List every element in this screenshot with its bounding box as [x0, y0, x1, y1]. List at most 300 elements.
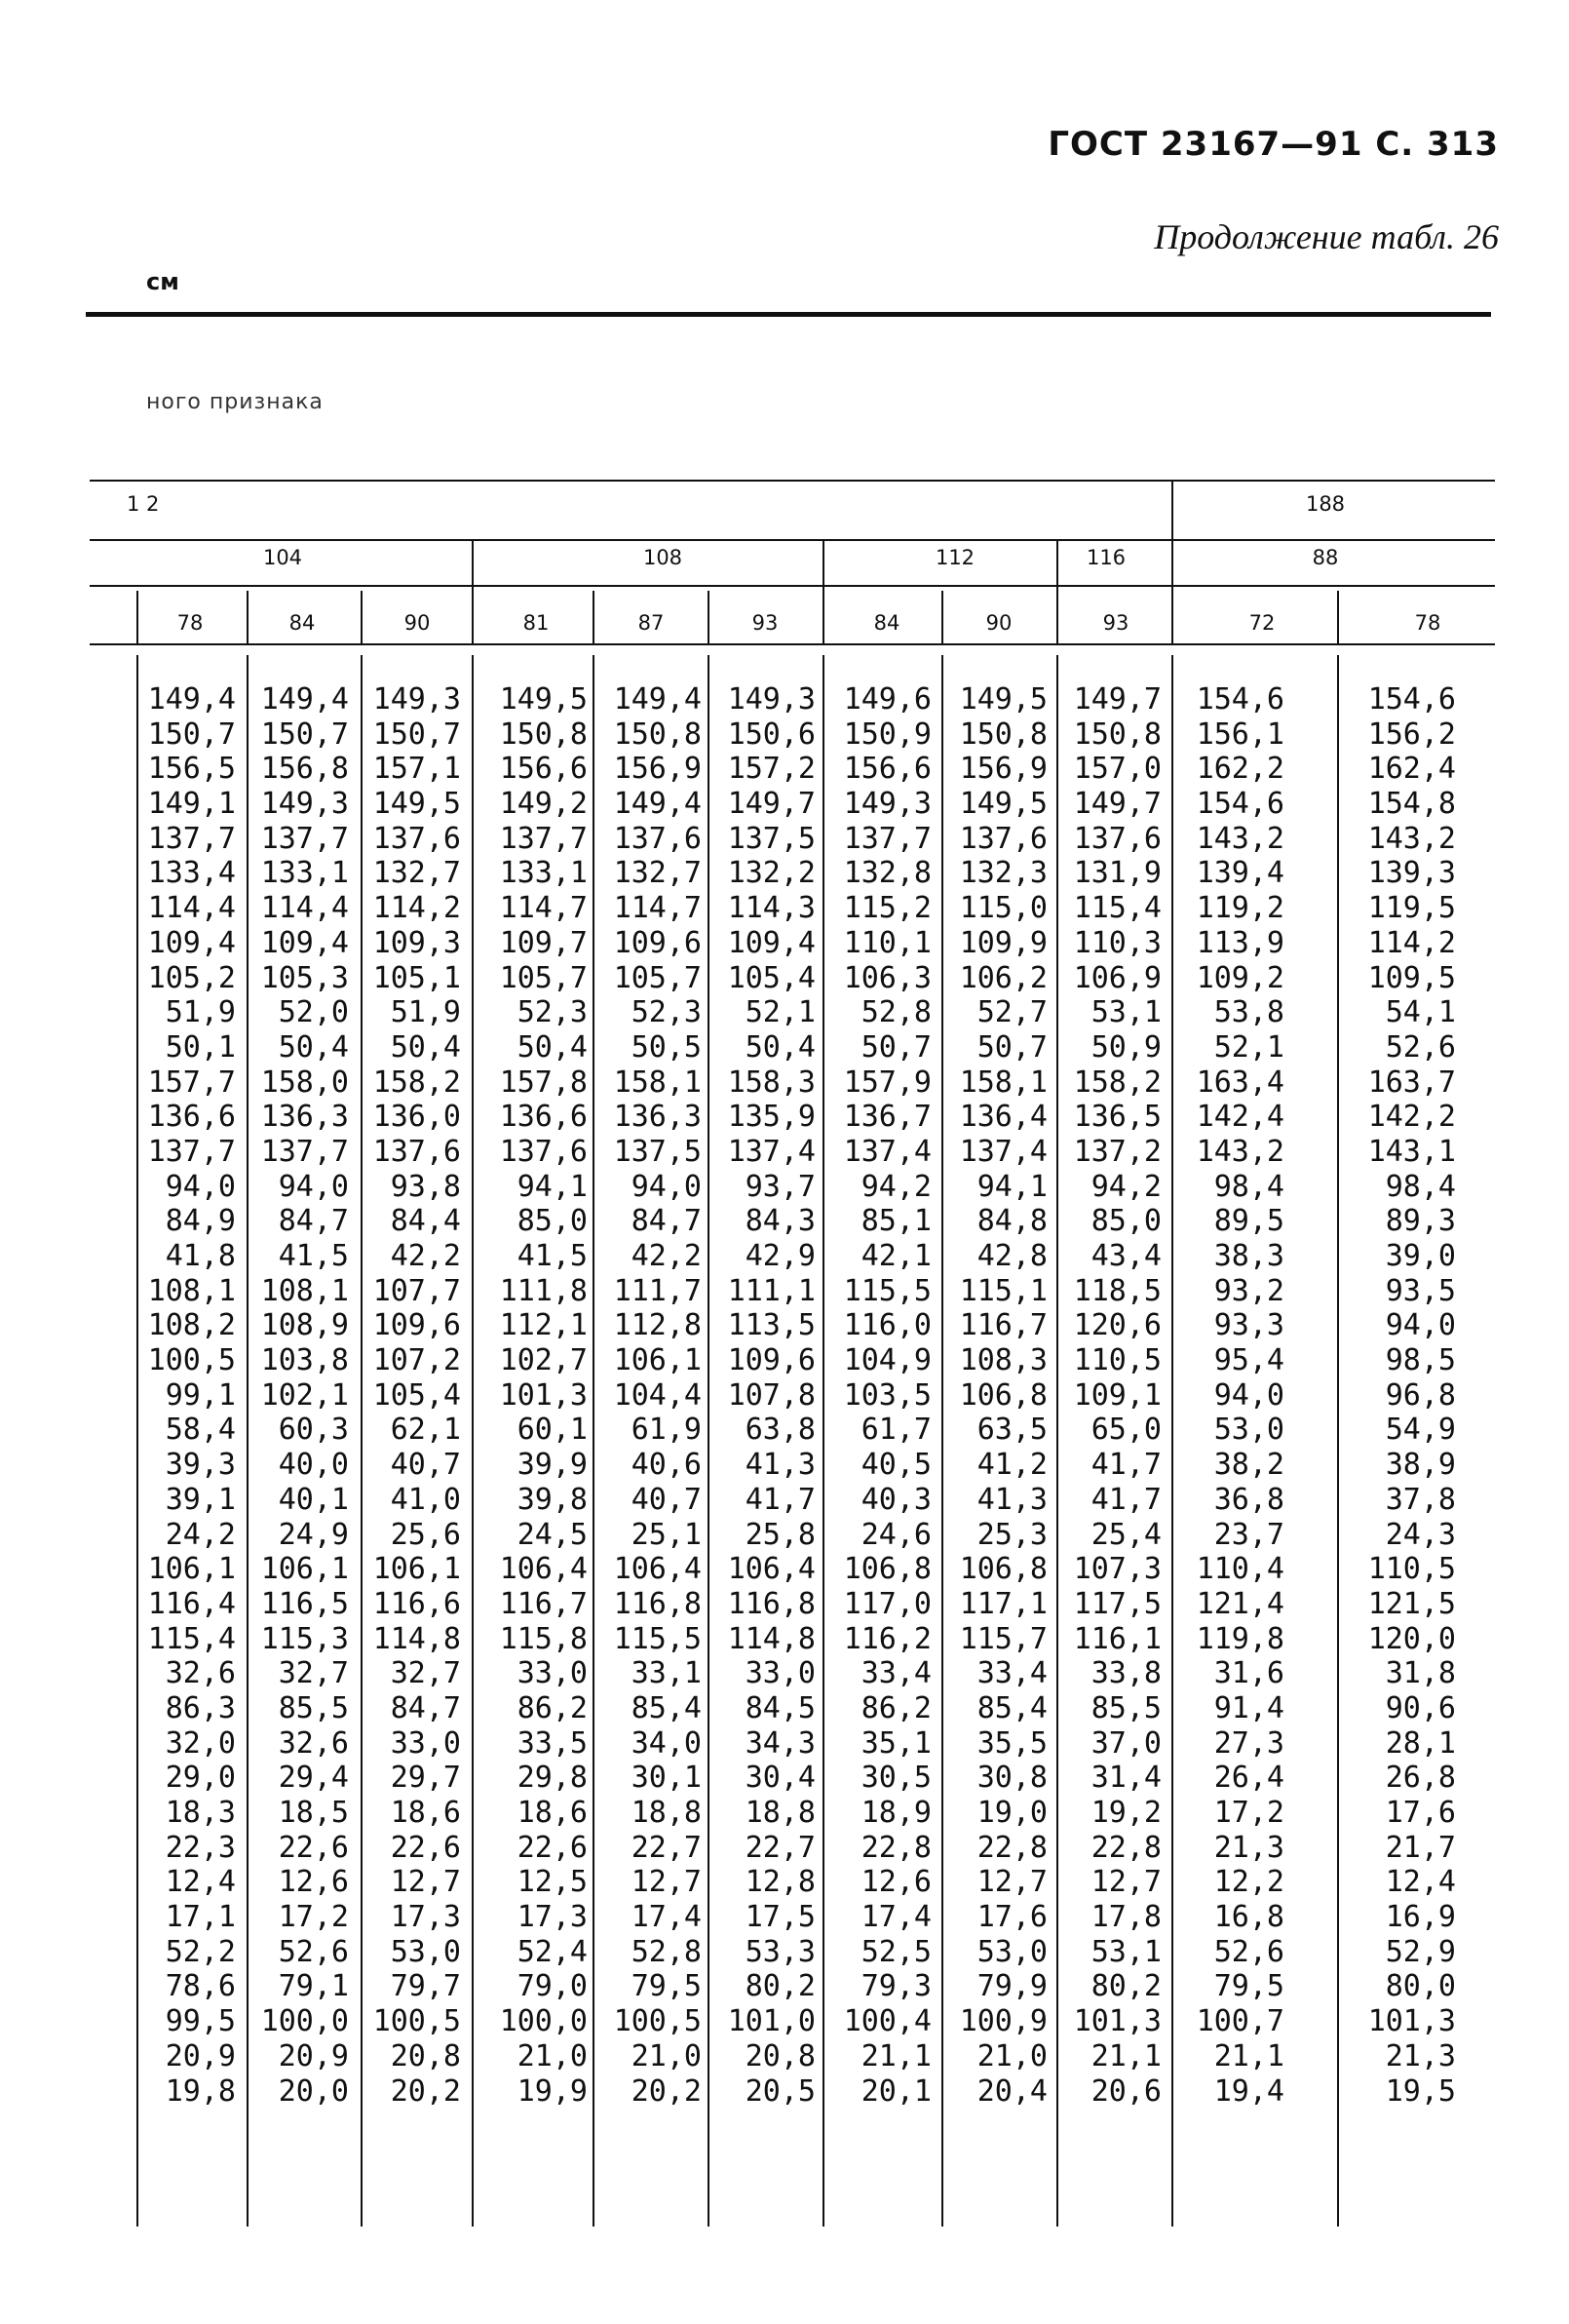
- table-cell: 17,4: [631, 1900, 702, 1935]
- table-cell: 132,7: [372, 856, 461, 891]
- table-cell: 136,6: [499, 1100, 588, 1135]
- table-cell: 117,0: [843, 1586, 932, 1621]
- table-cell: 156,8: [260, 752, 349, 787]
- table-cell: 32,7: [278, 1656, 349, 1691]
- table-cell: 52,1: [745, 995, 816, 1030]
- table-cell: 20,0: [278, 2073, 349, 2109]
- header-divider-col: [136, 591, 138, 643]
- table-cell: 41,7: [1091, 1482, 1162, 1517]
- table-cell: 22,7: [745, 1830, 816, 1865]
- table-cell: 137,6: [372, 1134, 461, 1169]
- table-cell: 84,5: [745, 1690, 816, 1725]
- table-cell: 30,4: [745, 1761, 816, 1796]
- table-cell: 33,1: [631, 1656, 702, 1691]
- table-cell: 104,9: [843, 1343, 932, 1378]
- header-divider-188: [1171, 480, 1173, 643]
- table-cell: 115,4: [1073, 891, 1162, 926]
- table-cell: 33,0: [390, 1725, 461, 1761]
- table-cell: 53,0: [390, 1934, 461, 1969]
- table-cell: 150,8: [1073, 717, 1162, 752]
- table-cell: 105,7: [613, 960, 702, 995]
- table-cell: 60,1: [517, 1413, 588, 1448]
- table-cell: 84,9: [165, 1204, 236, 1239]
- unit-label: см: [146, 268, 179, 295]
- table-cell: 41,7: [745, 1482, 816, 1517]
- table-cell: 52,9: [1385, 1934, 1456, 1969]
- table-cell: 139,3: [1367, 856, 1456, 891]
- table-cell: 33,5: [517, 1725, 588, 1761]
- column-header: 78: [1414, 611, 1441, 635]
- data-column: [940, 682, 1048, 2109]
- table-cell: 133,1: [499, 856, 588, 891]
- table-cell: 136,4: [959, 1100, 1048, 1135]
- table-cell: 79,1: [278, 1969, 349, 2004]
- table-cell: 22,7: [631, 1830, 702, 1865]
- table-cell: 51,9: [165, 995, 236, 1030]
- table-cell: 18,8: [745, 1796, 816, 1830]
- table-cell: 119,2: [1196, 891, 1284, 926]
- column-header: 78: [176, 611, 204, 635]
- header-divider-col: [593, 591, 594, 643]
- table-cell: 25,8: [745, 1517, 816, 1552]
- table-cell: 38,9: [1385, 1448, 1456, 1483]
- table-cell: 39,9: [517, 1448, 588, 1483]
- table-cell: 106,8: [959, 1552, 1048, 1587]
- table-cell: 156,9: [613, 752, 702, 787]
- table-cell: 61,9: [631, 1413, 702, 1448]
- table-cell: 30,5: [861, 1761, 932, 1796]
- table-cell: 136,7: [843, 1100, 932, 1135]
- data-column: [480, 682, 588, 2109]
- table-cell: 101,3: [1367, 2004, 1456, 2039]
- table-cell: 115,5: [613, 1621, 702, 1656]
- table-cell: 110,3: [1073, 925, 1162, 960]
- table-cell: 84,3: [745, 1204, 816, 1239]
- table-cell: 105,3: [260, 960, 349, 995]
- table-header-top-rule: [90, 480, 1495, 482]
- table-cell: 114,2: [1367, 925, 1456, 960]
- table-cell: 40,7: [631, 1482, 702, 1517]
- table-cell: 110,1: [843, 925, 932, 960]
- column-header: 84: [873, 611, 900, 635]
- table-cell: 21,3: [1213, 1830, 1284, 1865]
- header-divider-108-112: [823, 539, 824, 643]
- table-cell: 136,6: [147, 1100, 236, 1135]
- table-cell: 137,4: [959, 1134, 1048, 1169]
- table-cell: 158,2: [1073, 1065, 1162, 1100]
- table-cell: 50,9: [1091, 1029, 1162, 1065]
- table-cell: 102,1: [260, 1377, 349, 1413]
- body-divider: [1171, 655, 1173, 2227]
- table-cell: 41,5: [517, 1239, 588, 1273]
- table-cell: 22,8: [1091, 1830, 1162, 1865]
- table-cell: 19,0: [976, 1796, 1048, 1830]
- header-divider-col: [1337, 591, 1339, 643]
- table-cell: 42,2: [631, 1239, 702, 1273]
- table-cell: 149,4: [613, 682, 702, 717]
- table-cell: 21,0: [631, 2038, 702, 2073]
- table-cell: 154,6: [1367, 682, 1456, 717]
- table-cell: 143,2: [1367, 821, 1456, 856]
- table-cell: 109,6: [727, 1343, 816, 1378]
- table-cell: 21,1: [1091, 2038, 1162, 2073]
- table-cell: 22,6: [390, 1830, 461, 1865]
- table-cell: 115,0: [959, 891, 1048, 926]
- column-header: 90: [403, 611, 431, 635]
- table-cell: 106,9: [1073, 960, 1162, 995]
- table-cell: 21,0: [517, 2038, 588, 2073]
- table-cell: 52,6: [1385, 1029, 1456, 1065]
- table-cell: 132,3: [959, 856, 1048, 891]
- page-header-title: ГОСТ 23167—91 С. 313: [1048, 125, 1499, 164]
- table-cell: 131,9: [1073, 856, 1162, 891]
- table-cell: 24,6: [861, 1517, 932, 1552]
- table-cell: 25,3: [976, 1517, 1048, 1552]
- table-cell: 53,3: [745, 1934, 816, 1969]
- table-cell: 143,1: [1367, 1134, 1456, 1169]
- table-cell: 105,4: [372, 1377, 461, 1413]
- table-cell: 12,5: [517, 1865, 588, 1900]
- table-cell: 116,2: [843, 1621, 932, 1656]
- table-cell: 53,0: [1213, 1413, 1284, 1448]
- table-cell: 12,6: [861, 1865, 932, 1900]
- body-divider: [472, 655, 474, 2227]
- body-divider: [1337, 655, 1339, 2227]
- header-divider-col: [708, 591, 709, 643]
- table-cell: 32,6: [165, 1656, 236, 1691]
- table-cell: 111,1: [727, 1273, 816, 1308]
- table-cell: 79,3: [861, 1969, 932, 2004]
- table-cell: 149,5: [959, 787, 1048, 822]
- table-cell: 143,2: [1196, 1134, 1284, 1169]
- data-column: [242, 682, 349, 2109]
- table-cell: 43,4: [1091, 1239, 1162, 1273]
- table-cell: 20,9: [278, 2038, 349, 2073]
- subgroup-label: 104: [262, 546, 303, 569]
- table-cell: 42,9: [745, 1239, 816, 1273]
- table-cell: 19,2: [1091, 1796, 1162, 1830]
- table-cell: 20,4: [976, 2073, 1048, 2109]
- table-cell: 100,0: [499, 2004, 588, 2039]
- table-cell: 20,2: [390, 2073, 461, 2109]
- subgroup-label: 88: [1312, 546, 1339, 569]
- table-cell: 108,9: [260, 1308, 349, 1343]
- table-cell: 133,1: [260, 856, 349, 891]
- table-cell: 114,8: [727, 1621, 816, 1656]
- table-cell: 80,2: [745, 1969, 816, 2004]
- table-cell: 86,2: [861, 1690, 932, 1725]
- table-cell: 142,4: [1196, 1100, 1284, 1135]
- table-cell: 137,5: [613, 1134, 702, 1169]
- table-cell: 16,9: [1385, 1900, 1456, 1935]
- table-cell: 51,9: [390, 995, 461, 1030]
- table-cell: 139,4: [1196, 856, 1284, 891]
- table-cell: 38,3: [1213, 1239, 1284, 1273]
- table-cell: 114,8: [372, 1621, 461, 1656]
- table-cell: 136,3: [260, 1100, 349, 1135]
- table-cell: 50,1: [165, 1029, 236, 1065]
- table-cell: 21,1: [1213, 2038, 1284, 2073]
- table-cell: 106,1: [613, 1343, 702, 1378]
- table-cell: 24,2: [165, 1517, 236, 1552]
- table-cell: 54,1: [1385, 995, 1456, 1030]
- table-cell: 40,6: [631, 1448, 702, 1483]
- table-cell: 93,2: [1213, 1273, 1284, 1308]
- table-cell: 33,0: [517, 1656, 588, 1691]
- table-cell: 119,5: [1367, 891, 1456, 926]
- table-cell: 149,3: [843, 787, 932, 822]
- table-cell: 24,5: [517, 1517, 588, 1552]
- subgroup-label: 108: [642, 546, 683, 569]
- table-cell: 32,6: [278, 1725, 349, 1761]
- table-cell: 106,4: [727, 1552, 816, 1587]
- table-cell: 98,5: [1385, 1343, 1456, 1378]
- table-cell: 50,4: [745, 1029, 816, 1065]
- table-cell: 119,8: [1196, 1621, 1284, 1656]
- table-cell: 20,8: [390, 2038, 461, 2073]
- table-cell: 33,0: [745, 1656, 816, 1691]
- table-cell: 158,1: [959, 1065, 1048, 1100]
- table-cell: 79,5: [1213, 1969, 1284, 2004]
- table-cell: 115,7: [959, 1621, 1048, 1656]
- table-cell: 17,6: [1385, 1796, 1456, 1830]
- table-cell: 17,6: [976, 1900, 1048, 1935]
- table-cell: 84,7: [631, 1204, 702, 1239]
- table-cell: 99,1: [165, 1377, 236, 1413]
- table-cell: 52,8: [631, 1934, 702, 1969]
- table-cell: 12,2: [1213, 1865, 1284, 1900]
- table-cell: 103,8: [260, 1343, 349, 1378]
- table-cell: 84,8: [976, 1204, 1048, 1239]
- table-cell: 115,3: [260, 1621, 349, 1656]
- table-cell: 109,9: [959, 925, 1048, 960]
- table-cell: 41,7: [1091, 1448, 1162, 1483]
- table-cell: 12,8: [745, 1865, 816, 1900]
- table-cell: 29,0: [165, 1761, 236, 1796]
- column-header: 81: [522, 611, 550, 635]
- table-header-mid-rule-left: [90, 539, 1171, 541]
- table-cell: 78,6: [165, 1969, 236, 2004]
- column-header: 72: [1248, 611, 1276, 635]
- table-cell: 106,8: [959, 1377, 1048, 1413]
- table-cell: 20,8: [745, 2038, 816, 2073]
- table-cell: 156,6: [499, 752, 588, 787]
- table-cell: 121,4: [1196, 1586, 1284, 1621]
- table-cell: 108,1: [260, 1273, 349, 1308]
- table-cell: 42,1: [861, 1239, 932, 1273]
- table-cell: 26,8: [1385, 1761, 1456, 1796]
- table-cell: 20,6: [1091, 2073, 1162, 2109]
- table-cell: 53,1: [1091, 995, 1162, 1030]
- table-cell: 80,2: [1091, 1969, 1162, 2004]
- table-cell: 116,1: [1073, 1621, 1162, 1656]
- table-cell: 95,4: [1213, 1343, 1284, 1378]
- data-column: [1177, 682, 1284, 2109]
- column-header: 93: [751, 611, 779, 635]
- table-cell: 115,1: [959, 1273, 1048, 1308]
- table-cell: 150,8: [613, 717, 702, 752]
- table-cell: 42,8: [976, 1239, 1048, 1273]
- table-cell: 114,7: [613, 891, 702, 926]
- group-header-left: 1 2: [127, 492, 160, 516]
- table-cell: 94,2: [861, 1169, 932, 1204]
- table-continuation-label: Продолжение табл. 26: [1154, 217, 1499, 256]
- table-cell: 112,8: [613, 1308, 702, 1343]
- table-cell: 94,2: [1091, 1169, 1162, 1204]
- table-cell: 149,2: [499, 787, 588, 822]
- table-cell: 137,6: [372, 821, 461, 856]
- table-cell: 137,6: [499, 1134, 588, 1169]
- table-cell: 17,3: [517, 1900, 588, 1935]
- table-cell: 25,4: [1091, 1517, 1162, 1552]
- table-cell: 52,5: [861, 1934, 932, 1969]
- table-cell: 101,0: [727, 2004, 816, 2039]
- table-cell: 30,8: [976, 1761, 1048, 1796]
- table-cell: 30,1: [631, 1761, 702, 1796]
- table-cell: 53,1: [1091, 1934, 1162, 1969]
- table-cell: 149,5: [372, 787, 461, 822]
- table-cell: 100,4: [843, 2004, 932, 2039]
- table-cell: 41,3: [745, 1448, 816, 1483]
- table-header-bottom-rule: [90, 643, 1495, 645]
- table-cell: 25,6: [390, 1517, 461, 1552]
- column-header: 90: [985, 611, 1013, 635]
- table-cell: 137,4: [843, 1134, 932, 1169]
- data-column: [129, 682, 236, 2109]
- table-cell: 109,2: [1196, 960, 1284, 995]
- table-cell: 149,3: [372, 682, 461, 717]
- table-cell: 162,2: [1196, 752, 1284, 787]
- column-header: 84: [288, 611, 316, 635]
- table-cell: 12,7: [390, 1865, 461, 1900]
- table-cell: 53,0: [976, 1934, 1048, 1969]
- table-cell: 116,0: [843, 1308, 932, 1343]
- table-cell: 132,2: [727, 856, 816, 891]
- table-cell: 23,7: [1213, 1517, 1284, 1552]
- data-column: [594, 682, 702, 2109]
- table-cell: 17,1: [165, 1900, 236, 1935]
- table-cell: 157,8: [499, 1065, 588, 1100]
- table-cell: 52,0: [278, 995, 349, 1030]
- table-cell: 149,6: [843, 682, 932, 717]
- table-cell: 109,4: [727, 925, 816, 960]
- table-cell: 137,6: [1073, 821, 1162, 856]
- table-cell: 52,7: [976, 995, 1048, 1030]
- table-cell: 109,7: [499, 925, 588, 960]
- table-cell: 150,7: [147, 717, 236, 752]
- table-cell: 42,2: [390, 1239, 461, 1273]
- table-cell: 89,5: [1213, 1204, 1284, 1239]
- table-cell: 34,3: [745, 1725, 816, 1761]
- table-cell: 79,0: [517, 1969, 588, 2004]
- table-cell: 85,5: [1091, 1690, 1162, 1725]
- table-cell: 157,1: [372, 752, 461, 787]
- table-cell: 12,4: [1385, 1865, 1456, 1900]
- table-cell: 120,0: [1367, 1621, 1456, 1656]
- table-cell: 106,1: [147, 1552, 236, 1587]
- table-cell: 39,3: [165, 1448, 236, 1483]
- table-cell: 41,0: [390, 1482, 461, 1517]
- table-cell: 149,3: [260, 787, 349, 822]
- table-cell: 62,1: [390, 1413, 461, 1448]
- table-cell: 116,7: [959, 1308, 1048, 1343]
- table-cell: 94,0: [165, 1169, 236, 1204]
- table-cell: 80,0: [1385, 1969, 1456, 2004]
- table-cell: 60,3: [278, 1413, 349, 1448]
- table-cell: 106,2: [959, 960, 1048, 995]
- table-cell: 137,2: [1073, 1134, 1162, 1169]
- subgroup-label: 116: [1086, 546, 1127, 569]
- table-cell: 107,7: [372, 1273, 461, 1308]
- table-cell: 65,0: [1091, 1413, 1162, 1448]
- header-divider-col: [941, 591, 943, 643]
- table-cell: 22,6: [517, 1830, 588, 1865]
- table-cell: 20,9: [165, 2038, 236, 2073]
- table-cell: 109,1: [1073, 1377, 1162, 1413]
- table-cell: 31,8: [1385, 1656, 1456, 1691]
- table-cell: 12,7: [976, 1865, 1048, 1900]
- table-cell: 41,3: [976, 1482, 1048, 1517]
- table-cell: 91,4: [1213, 1690, 1284, 1725]
- table-cell: 100,5: [147, 1343, 236, 1378]
- table-cell: 156,2: [1367, 717, 1456, 752]
- table-cell: 63,8: [745, 1413, 816, 1448]
- table-cell: 40,7: [390, 1448, 461, 1483]
- table-cell: 101,3: [499, 1377, 588, 1413]
- table-cell: 105,2: [147, 960, 236, 995]
- table-cell: 18,3: [165, 1796, 236, 1830]
- table-cell: 84,7: [278, 1204, 349, 1239]
- table-cell: 38,2: [1213, 1448, 1284, 1483]
- table-cell: 107,8: [727, 1377, 816, 1413]
- table-cell: 137,7: [260, 1134, 349, 1169]
- table-cell: 149,4: [147, 682, 236, 717]
- table-cell: 156,1: [1196, 717, 1284, 752]
- table-cell: 149,7: [1073, 682, 1162, 717]
- table-cell: 137,6: [959, 821, 1048, 856]
- table-cell: 136,0: [372, 1100, 461, 1135]
- table-cell: 137,5: [727, 821, 816, 856]
- table-cell: 20,2: [631, 2073, 702, 2109]
- table-cell: 18,8: [631, 1796, 702, 1830]
- table-cell: 154,8: [1367, 787, 1456, 822]
- table-cell: 32,0: [165, 1725, 236, 1761]
- table-cell: 22,6: [278, 1830, 349, 1865]
- table-cell: 33,8: [1091, 1656, 1162, 1691]
- table-cell: 150,9: [843, 717, 932, 752]
- table-cell: 106,4: [613, 1552, 702, 1587]
- table-cell: 58,4: [165, 1413, 236, 1448]
- table-cell: 94,1: [976, 1169, 1048, 1204]
- table-cell: 98,4: [1385, 1169, 1456, 1204]
- table-cell: 105,7: [499, 960, 588, 995]
- header-divider-112-116: [1056, 539, 1058, 643]
- table-cell: 27,3: [1213, 1725, 1284, 1761]
- table-cell: 149,1: [147, 787, 236, 822]
- table-cell: 20,5: [745, 2073, 816, 2109]
- table-cell: 41,5: [278, 1239, 349, 1273]
- table-cell: 40,1: [278, 1482, 349, 1517]
- table-cell: 94,1: [517, 1169, 588, 1204]
- table-cell: 112,1: [499, 1308, 588, 1343]
- table-cell: 107,3: [1073, 1552, 1162, 1587]
- table-cell: 106,1: [260, 1552, 349, 1587]
- data-column: [354, 682, 461, 2109]
- table-cell: 18,6: [390, 1796, 461, 1830]
- table-cell: 113,5: [727, 1308, 816, 1343]
- table-cell: 157,7: [147, 1065, 236, 1100]
- table-cell: 94,0: [1213, 1377, 1284, 1413]
